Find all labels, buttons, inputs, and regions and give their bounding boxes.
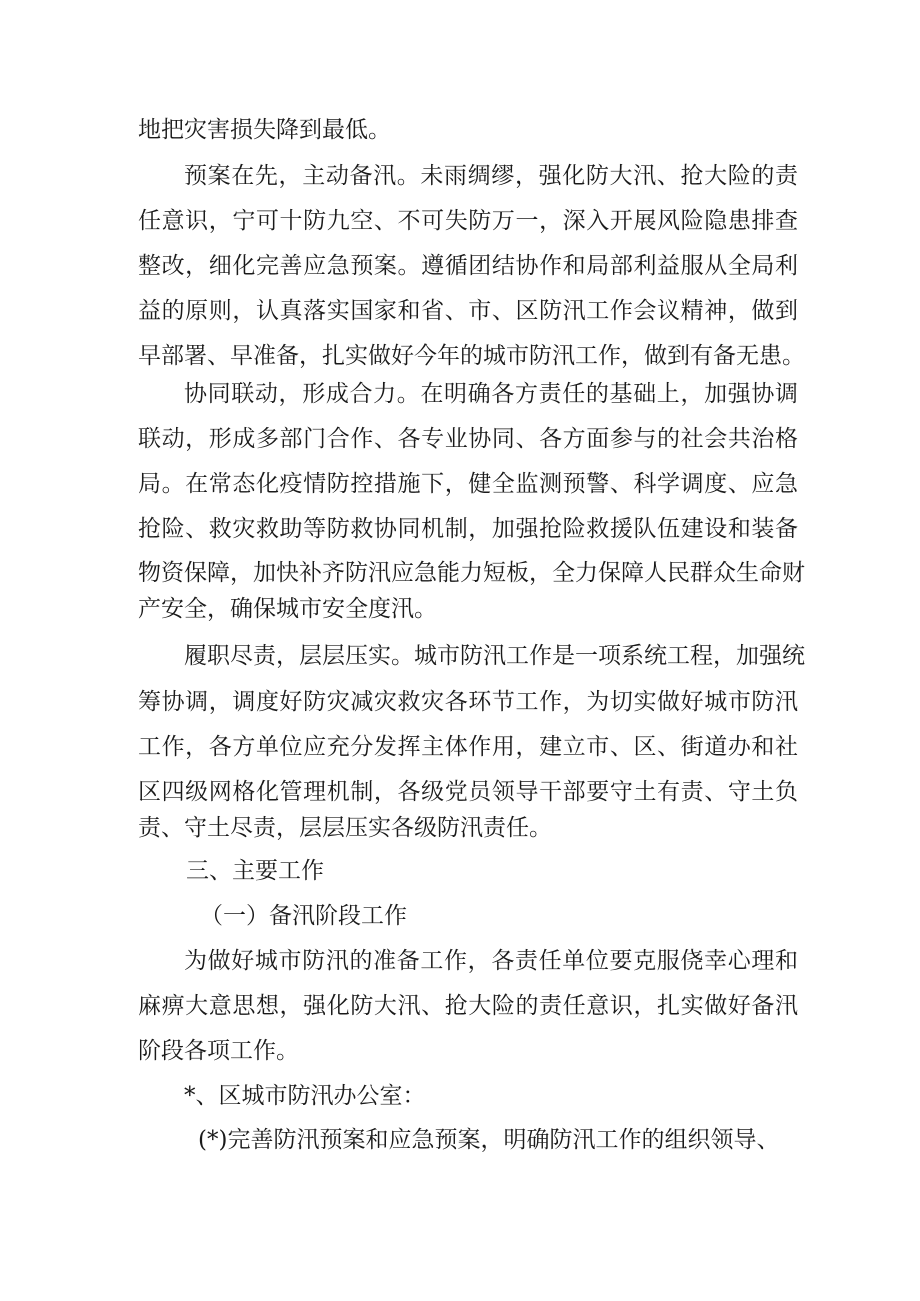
text-line: 地把灾害损失降到最低。 [138,117,391,143]
section-heading: 三、主要工作 [186,858,324,884]
text-line: 工作，各方单位应充分发挥主体作用，建立市、区、街道办和社 [138,734,798,760]
text-line: 区四级网格化管理机制，各级党员领导干部要守土有责、守土负 [138,779,798,805]
list-item-heading: *、区城市防汛办公室： [184,1083,426,1109]
paragraph-first-line: 协同联动，形成合力。在明确各方责任的基础上，加强协调 [184,381,798,407]
paragraph-first-line: 预案在先，主动备汛。未雨绸缪，强化防大汛、抢大险的责 [184,163,798,189]
text-line: 物资保障，加快补齐防汛应急能力短板，全力保障人民群众生命财 [138,560,805,586]
list-item-text: (*)完善防汛预案和应急预案，明确防汛工作的组织领导、 [198,1127,780,1153]
text-line: 抢险、救灾救助等防救协同机制，加强抢险救援队伍建设和装备 [138,516,798,542]
text-line: 产安全，确保城市安全度汛。 [138,596,437,622]
text-line: 局。在常态化疫情防控措施下，健全监测预警、科学调度、应急 [138,471,798,497]
text-line: 益的原则，认真落实国家和省、市、区防汛工作会议精神，做到 [138,298,798,324]
text-line: 早部署、早准备，扎实做好今年的城市防汛工作，做到有备无患。 [138,343,805,369]
text-line: 责、守土尽责，层层压实各级防汛责任。 [138,815,552,841]
text-line: 阶段各项工作。 [138,1038,299,1064]
text-line: 联动，形成多部门合作、各专业协同、各方面参与的社会共治格 [138,426,798,452]
text-line: 任意识，宁可十防九空、不可失防万一，深入开展风险隐患排查 [138,208,798,234]
text-line: 整改，细化完善应急预案。遵循团结协作和局部利益服从全局利 [138,253,798,279]
subsection-heading: （一）备汛阶段工作 [200,903,407,929]
text-line: 筹协调，调度好防灾减灾救灾各环节工作，为切实做好城市防汛 [138,689,798,715]
paragraph-first-line: 履职尽责，层层压实。城市防汛工作是一项系统工程，加强统 [184,643,805,669]
paragraph-first-line: 为做好城市防汛的准备工作，各责任单位要克服侥幸心理和 [184,948,798,974]
text-line: 麻痹大意思想，强化防大汛、抢大险的责任意识，扎实做好备汛 [138,993,798,1019]
